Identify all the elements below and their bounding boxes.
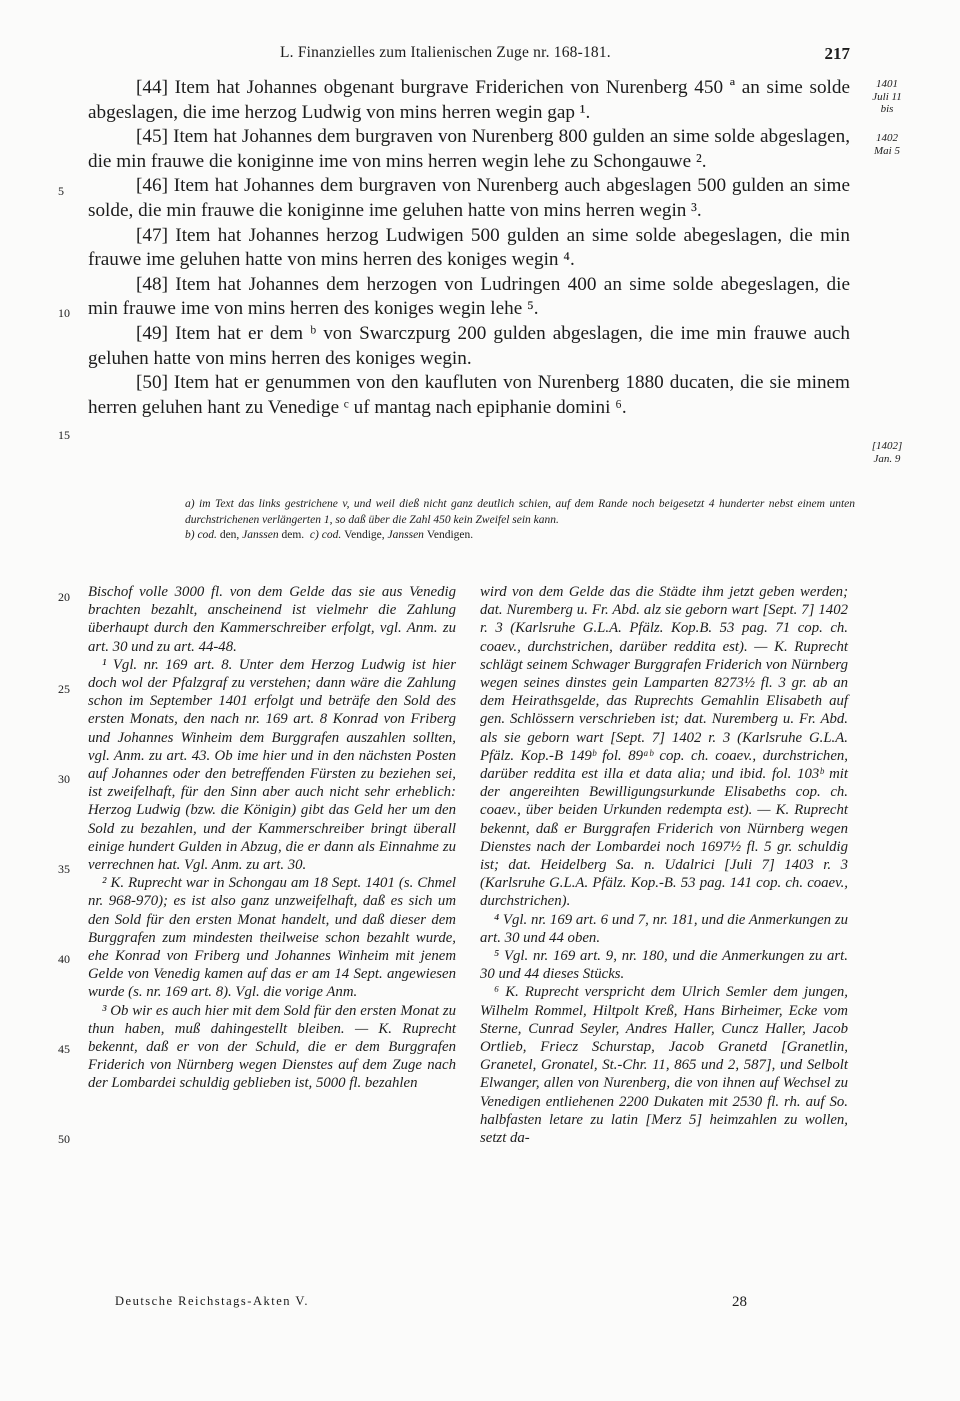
footnotes-right-column <box>480 583 848 1147</box>
article-47: [47] Item hat Johannes herzog Ludwigen 500 gulden an sime solde abegeslagen, die min frauwe ime geluhen hatte von mins herren des koniges wegin ⁴. <box>88 224 850 271</box>
article-45: [45] Item hat Johannes dem burgraven von Nurenberg 800 gulden an sime solde abgeslagen, die min frauwe die koniginne ime von mins herren wegin lehe zu Schongauwe ². <box>88 126 850 172</box>
main-text <box>88 76 850 420</box>
article-48: [48] Item hat Johannes dem herzogen von Ludringen 400 an sime solde abegeslagen, die min frauwe ime von mins herren des koniges wegin lehe ⁵. <box>88 273 850 320</box>
line-number: 35 <box>58 862 70 876</box>
footnote-6: ⁶ K. Ruprecht verspricht dem Ulrich Semler dem jungen, Wilhelm Rommel, Hiltpolt Kreß, Hans Birheimer, Ecke vom Sterne, Cunrad Seyler, Andres Haller, Cuncz Haller, Jacob Ortlieb, Friecz Schurstap, Jacob Granetd [Granetlin, Granetel, Gronatel, St.-Chr. 11, 865 und 2, 587], und Selbolt Elwanger, allen von Nurenberg, die von ihnen auf Wechsel zu Venedigen entliehenen 2200 Dukaten mit 2530 fl. rh. auf So. halbfasten letare zu latin [Merz 5] heimzahlen zu wollen, setzt da- <box>480 984 848 1147</box>
line-number: 45 <box>58 1042 70 1056</box>
running-header: L. Finanzielles zum Italienischen Zuge nr. 168-181. <box>280 44 611 61</box>
article-49: [49] Item hat er dem ᵇ von Swarczpurg 200 gulden abgeslagen, die ime min frauwe auch geluhen hatte von mins herren des koniges wegin. <box>88 322 850 369</box>
line-number: 5 <box>58 184 64 198</box>
footnote-continuation: Bischof volle 3000 fl. von dem Gelde das sie aus Venedig brachten bezahlt, anscheinend ist vielmehr die Zahlung überhaupt durch den Kammerschreiber erfolgt, vgl. Anm. zu art. 30 und zu art. 44-48. <box>88 584 456 655</box>
variant-note-a: a) im Text das links gestrichene v, und weil dieß nicht ganz deutlich schien, auf dem Rande noch beigesetzt 4 hunderter nebst einem unten durchstrichenen verlängerten 1, so daß über die Zahl 450 kein Zweifel sein kann. <box>185 498 855 526</box>
article-46: [46] Item hat Johannes dem burgraven von Nurenberg auch abgeslagen 500 gulden an sime solde, die min frauwe die koniginne ime geluhen hatte von mins herren wegin ³. <box>88 175 850 221</box>
footnote-4: ⁴ Vgl. nr. 169 art. 6 und 7, nr. 181, und die Anmerkungen zu art. 30 und 44 oben. <box>480 911 848 946</box>
footnote-1: ¹ Vgl. nr. 169 art. 8. Unter dem Herzog Ludwig ist hier doch wol der Pfalzgraf zu verstehen; dann wäre die Zahlung schon im September 1401 erfolgt und beträfe den Sold des ersten Monats, den nach nr. 169 art. 8 Konrad von Friberg und Johannes Winheim dem Burggrafen auszahlen sollten, vgl. Anm. zu art. 43. Ob ime hier und in den nächsten Posten auf Johannes oder den betreffenden Fürsten zu beziehen sei, ist zweifelhaft, für den Sinn aber auch nicht sehr erheblich: Herzog Ludwig (bzw. die Königin) gibt das Geld her um den Sold zu bezahlen, und der Kammerschreiber bringt überall einige hundert Gulden in Abzug, die er dann als Einnahme zu verrechnen hat. Vgl. Anm. zu art. 30. <box>88 656 456 874</box>
article-50: [50] Item hat er genummen von den kaufluten von Nurenberg 1880 ducaten, die sie minem herren geluhen hant zu Venedige ᶜ uf mantag nach epiphanie domini ⁶. <box>88 372 850 418</box>
signature-mark: 28 <box>732 1294 747 1310</box>
margin-date: 1402 Mai 5 <box>874 132 900 157</box>
footnote-continuation: wird von dem Gelde das die Städte ihm jetzt geben werden; dat. Nuremberg u. Fr. Abd. alz sie geborn wart [Sept. 7] 1402 r. 3 (Karlsruhe G.L.A. Pfälz. Kop.B. 53 pag. 71 cop. ch. coaev., durchstrichen, darüber reddita est). — K. Ruprecht schlägt seinem Schwager Burggrafen Friderich von Nürnberg wegen seines dinstes gein Lamparten 8273½ fl. 3 gr. ab an dem Heirathsgelde, das Ruprechts Gemahlin Elisabeth auf gen. Schlössern verschrieben ist; dat. Nuremberg u. Fr. Abd. als sie geborn wart [Sept. 7] 1402 r. 3 (Karlsruhe G.L.A. Pfälz. Kop.-B 149ᵇ fol. 89ᵃᵇ cop. ch. coaev., durchstrichen, darüber reddita est illa et data alia; und ibid. fol. 103ᵇ mit der angereihten Bewilligungsurkunde Elisabeths cop. ch. coaev., über beiden Urkunden redempta est). — K. Ruprecht bekennt, daß er Burggrafen Friderich von Nürnberg wegen Dienstes nach der Lombardei noch 1697½ fl. 5 gr. schuldig ist; dat. Heidelberg Sa. n. Udalrici [Juli 7] 1403 r. 3 (Karlsruhe G.L.A. Pfälz. Kop.-B. 53 pag. 141 cop. ch. coaev., durchstrichen). <box>480 584 848 910</box>
margin-date: [1402] Jan. 9 <box>871 440 903 465</box>
series-footer: Deutsche Reichstags-Akten V. <box>115 1294 309 1308</box>
margin-date: 1401 Juli 11 bis <box>872 78 902 115</box>
footnote-5: ⁵ Vgl. nr. 169 art. 9, nr. 180, und die Anmerkungen zu art. 30 und 44 dieses Stücks. <box>480 948 848 983</box>
page-number: 217 <box>824 44 850 63</box>
footnotes-left-column <box>88 583 456 1093</box>
line-number: 30 <box>58 772 70 786</box>
article-44: [44] Item hat Johannes obgenant burgrave Friderichen von Nurenberg 450 ª an sime solde abgeslagen, die ime herzog Ludwig von mins herren wegin gap ¹. <box>88 77 850 123</box>
line-number: 50 <box>58 1132 70 1146</box>
variant-notes <box>185 497 855 544</box>
footnote-2: ² K. Ruprecht war in Schongau am 18 Sept. 1401 (s. Chmel nr. 968-970); es ist also ganz unzweifelhaft, daß es sich um den Sold für den ersten Monat handelt, und daß dieser dem Burggrafen zum mindesten theilweise schon bezahlt wurde, ehe Konrad von Friberg und Johannes Winheim mit jenem Gelde von Venedig kamen auf das er am 14 Sept. angewiesen wurde (s. nr. 169 art. 8). Vgl. die vorige Anm. <box>88 875 456 1001</box>
line-number: 40 <box>58 952 70 966</box>
line-number: 15 <box>58 428 70 442</box>
footnote-3: ³ Ob wir es auch hier mit dem Sold für den ersten Monat zu thun haben, muß dahingestellt bleiben. — K. Ruprecht bekennt, daß er von der Schuld, die er dem Burggrafen Friderich von Nürnberg wegen Dienstes auf dem Zuge nach der Lombardei schuldig geblieben ist, 5000 fl. bezahlen <box>88 1002 456 1092</box>
line-number: 25 <box>58 682 70 696</box>
line-number: 20 <box>58 590 70 604</box>
line-number: 10 <box>58 306 70 320</box>
variant-note-bc: b) cod. den, Janssen dem. c) cod. Vendige, Janssen Vendigen. <box>185 529 474 541</box>
